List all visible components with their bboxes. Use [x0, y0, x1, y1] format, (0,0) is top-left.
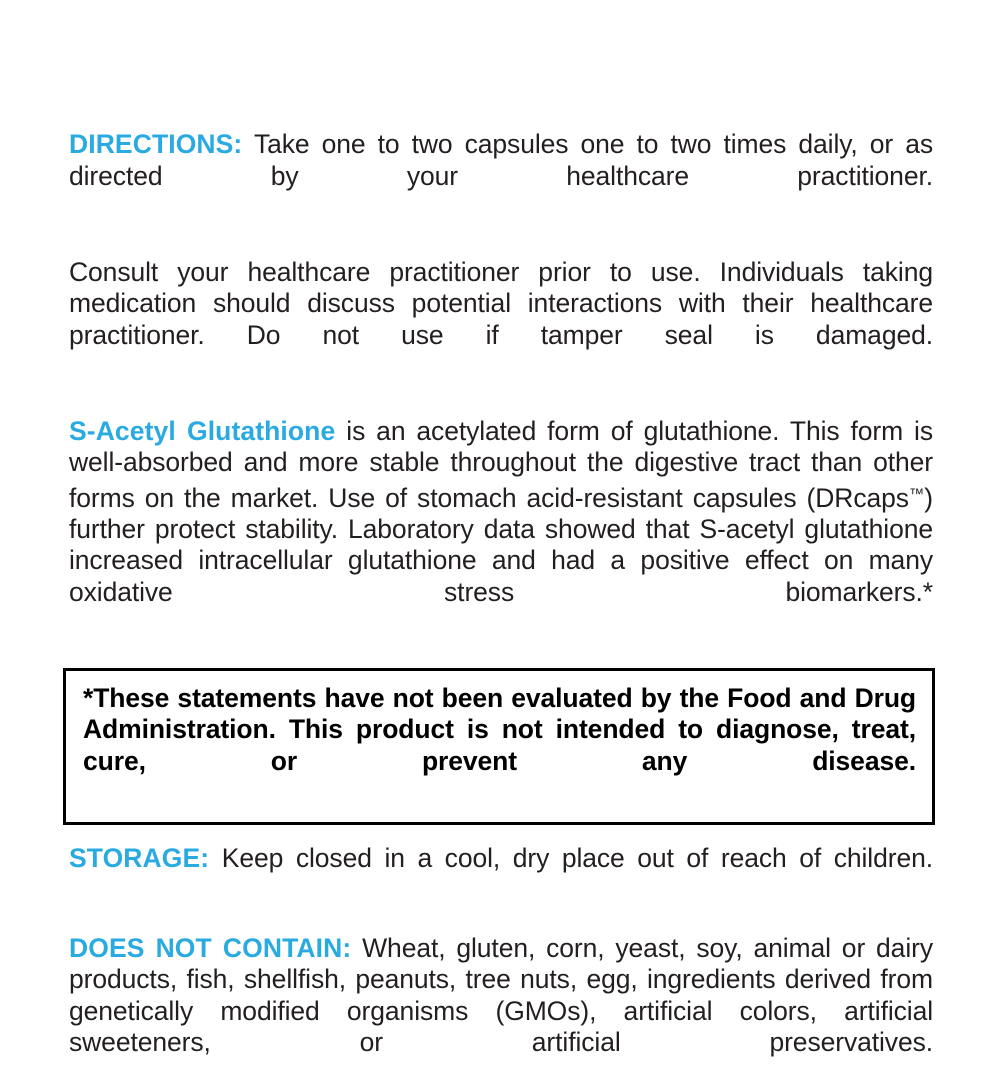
ingredient-body-part2: ) further protect stability. Laboratory data showed that S-acetyl glutathione increased intracellular glutathione and had a positive effect on many oxidative stress biomarkers.* [69, 482, 933, 607]
warning-body: Consult your healthcare practitioner prior to use. Individuals taking medication should discuss potential interactions with their healthcare practitioner. Do not use if tamper seal is damaged. [69, 256, 933, 350]
directions-paragraph [69, 129, 933, 224]
storage-body: Keep closed in a cool, dry place out of reach of children. [221, 842, 933, 873]
fda-disclaimer-text: *These statements have not been evaluated by the Food and Drug Administration. This product is not intended to diagnose, treat, cure, or prevent any disease. [83, 682, 916, 776]
warning-paragraph [69, 257, 933, 383]
trademark-symbol: ™ [908, 485, 925, 503]
does-not-contain-heading: DOES NOT CONTAIN: [69, 932, 352, 963]
ingredient-body-part1: is an acetylated form of glutathione. This form is well-absorbed and more stable throughout the digestive tract than other forms on the market. Use of stomach acid-resistant capsules (DRcaps [69, 415, 933, 513]
directions-heading: DIRECTIONS: [69, 129, 243, 159]
does-not-contain-body: Wheat, gluten, corn, yeast, soy, animal or dairy products, fish, shellfish, peanuts, tree nuts, egg, ingredients derived from genetically modified organisms (GMOs), artificial colors, artificial sweeteners, or artificial preservatives. [69, 932, 933, 1058]
storage-heading: STORAGE: [69, 842, 210, 873]
ingredient-heading: S-Acetyl Glutathione [69, 415, 336, 446]
fda-disclaimer-box [63, 668, 935, 825]
storage-paragraph [69, 843, 933, 906]
ingredient-description-paragraph [69, 416, 933, 640]
directions-body: Take one to two capsules one to two times daily, or as directed by your healthcare practitioner. [69, 129, 933, 191]
does-not-contain-paragraph [69, 933, 933, 1090]
label-content-column [69, 129, 933, 1090]
